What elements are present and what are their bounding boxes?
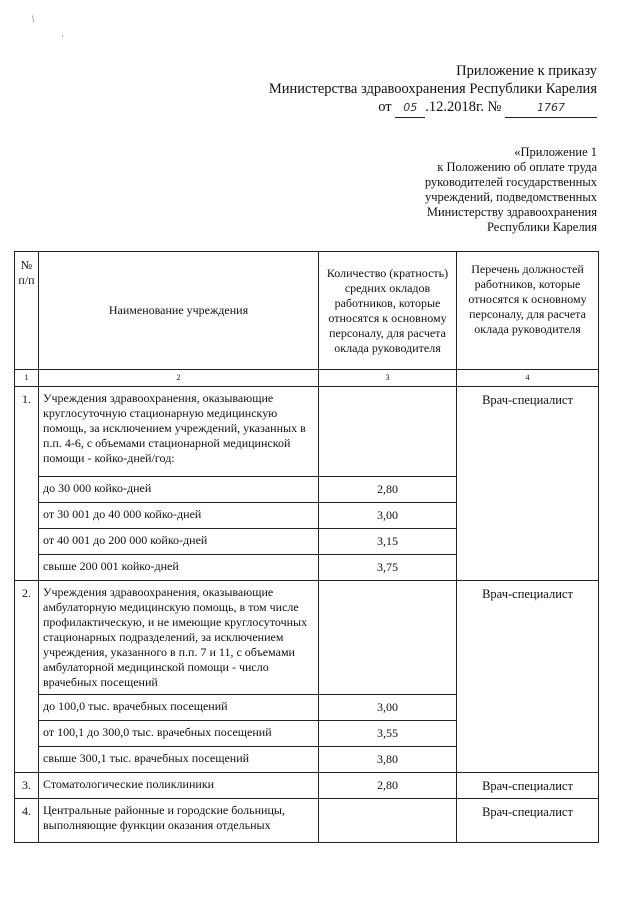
annex-line: «Приложение 1 bbox=[514, 145, 597, 159]
col-number: 4 bbox=[457, 370, 599, 387]
empty-cell bbox=[319, 387, 457, 477]
column-number-row bbox=[15, 370, 599, 387]
header-line-1: Приложение к приказу bbox=[456, 63, 597, 79]
row-value: 3,15 bbox=[319, 529, 457, 555]
table-row bbox=[15, 581, 599, 695]
table-row bbox=[15, 773, 599, 799]
row-label: от 30 001 до 40 000 койко-дней bbox=[39, 503, 319, 529]
row-value: 3,75 bbox=[319, 555, 457, 581]
row-label: до 30 000 койко-дней bbox=[39, 477, 319, 503]
order-header bbox=[269, 62, 597, 118]
position-cell: Врач-специалист bbox=[457, 799, 599, 843]
annex-line: учреждений, подведомственных bbox=[424, 190, 597, 204]
section-title: Стоматологические поликлиники bbox=[39, 773, 319, 799]
annex-line: к Положению об оплате труда bbox=[437, 160, 597, 174]
row-value: 3,00 bbox=[319, 695, 457, 721]
order-date: .12.2018г. № bbox=[425, 99, 502, 115]
row-number: 2. bbox=[15, 581, 39, 773]
header-name: Наименование учреждения bbox=[39, 252, 319, 370]
row-number: 1. bbox=[15, 387, 39, 581]
header-line-2: Министерства здравоохранения Республики Карелия bbox=[268, 81, 597, 97]
row-value: 3,80 bbox=[319, 747, 457, 773]
row-number: 3. bbox=[15, 773, 39, 799]
position-cell: Врач-специалист bbox=[457, 387, 599, 581]
section-title: Центральные районные и городские больницы, выполняющие функции оказания отдельных bbox=[39, 799, 319, 843]
section-title: Учреждения здравоохранения, оказывающие амбулаторную медицинскую помощь, в том числе профилактическую, и не имеющие круглосуточных стационарных подразделений, за исключением учреждения, указанного в п.п. 7 и 11, с объемами амбулаторной медицинской помощи - число врачебных посещений bbox=[39, 581, 319, 695]
row-label: от 100,1 до 300,0 тыс. врачебных посещений bbox=[39, 721, 319, 747]
table-row bbox=[15, 387, 599, 477]
col-number: 3 bbox=[319, 370, 457, 387]
salary-ratio-table bbox=[14, 251, 599, 843]
row-value: 3,55 bbox=[319, 721, 457, 747]
row-label: свыше 200 001 койко-дней bbox=[39, 555, 319, 581]
col-number: 2 bbox=[39, 370, 319, 387]
pen-dot: ' bbox=[62, 34, 64, 43]
header-num: № п/п bbox=[15, 252, 39, 370]
annex-line: руководителей государственных bbox=[424, 175, 597, 189]
row-number: 4. bbox=[15, 799, 39, 843]
header-date-line bbox=[269, 98, 597, 118]
table-header-row bbox=[15, 252, 599, 370]
col-number: 1 bbox=[15, 370, 39, 387]
row-label: от 40 001 до 200 000 койко-дней bbox=[39, 529, 319, 555]
from-label: от bbox=[378, 99, 392, 115]
order-number: 1767 bbox=[505, 99, 597, 118]
annex-line: Республики Карелия bbox=[486, 220, 597, 234]
annex-line: Министерству здравоохранения bbox=[426, 205, 597, 219]
row-value: 2,80 bbox=[319, 773, 457, 799]
table-row bbox=[15, 799, 599, 843]
pen-mark: / bbox=[29, 13, 37, 26]
section-title: Учреждения здравоохранения, оказывающие круглосуточную стационарную медицинскую помощь, за исключением учреждений, указанных в п.п. 4-6, с объемами стационарной медицинской помощи - койко-дней/год: bbox=[39, 387, 319, 477]
annex-heading bbox=[425, 145, 597, 235]
header-ratio: Количество (кратность) средних окладов работников, которые относятся к основному персоналу, для расчета оклада руководителя bbox=[319, 252, 457, 370]
position-cell: Врач-специалист bbox=[457, 773, 599, 799]
row-label: свыше 300,1 тыс. врачебных посещений bbox=[39, 747, 319, 773]
empty-cell bbox=[319, 581, 457, 695]
row-label: до 100,0 тыс. врачебных посещений bbox=[39, 695, 319, 721]
position-cell: Врач-специалист bbox=[457, 581, 599, 773]
header-positions: Перечень должностей работников, которые относятся к основному персоналу, для расчета оклада руководителя bbox=[457, 252, 599, 370]
row-value: 3,00 bbox=[319, 503, 457, 529]
order-day: 05 bbox=[395, 99, 425, 118]
row-value: 2,80 bbox=[319, 477, 457, 503]
empty-cell bbox=[319, 799, 457, 843]
